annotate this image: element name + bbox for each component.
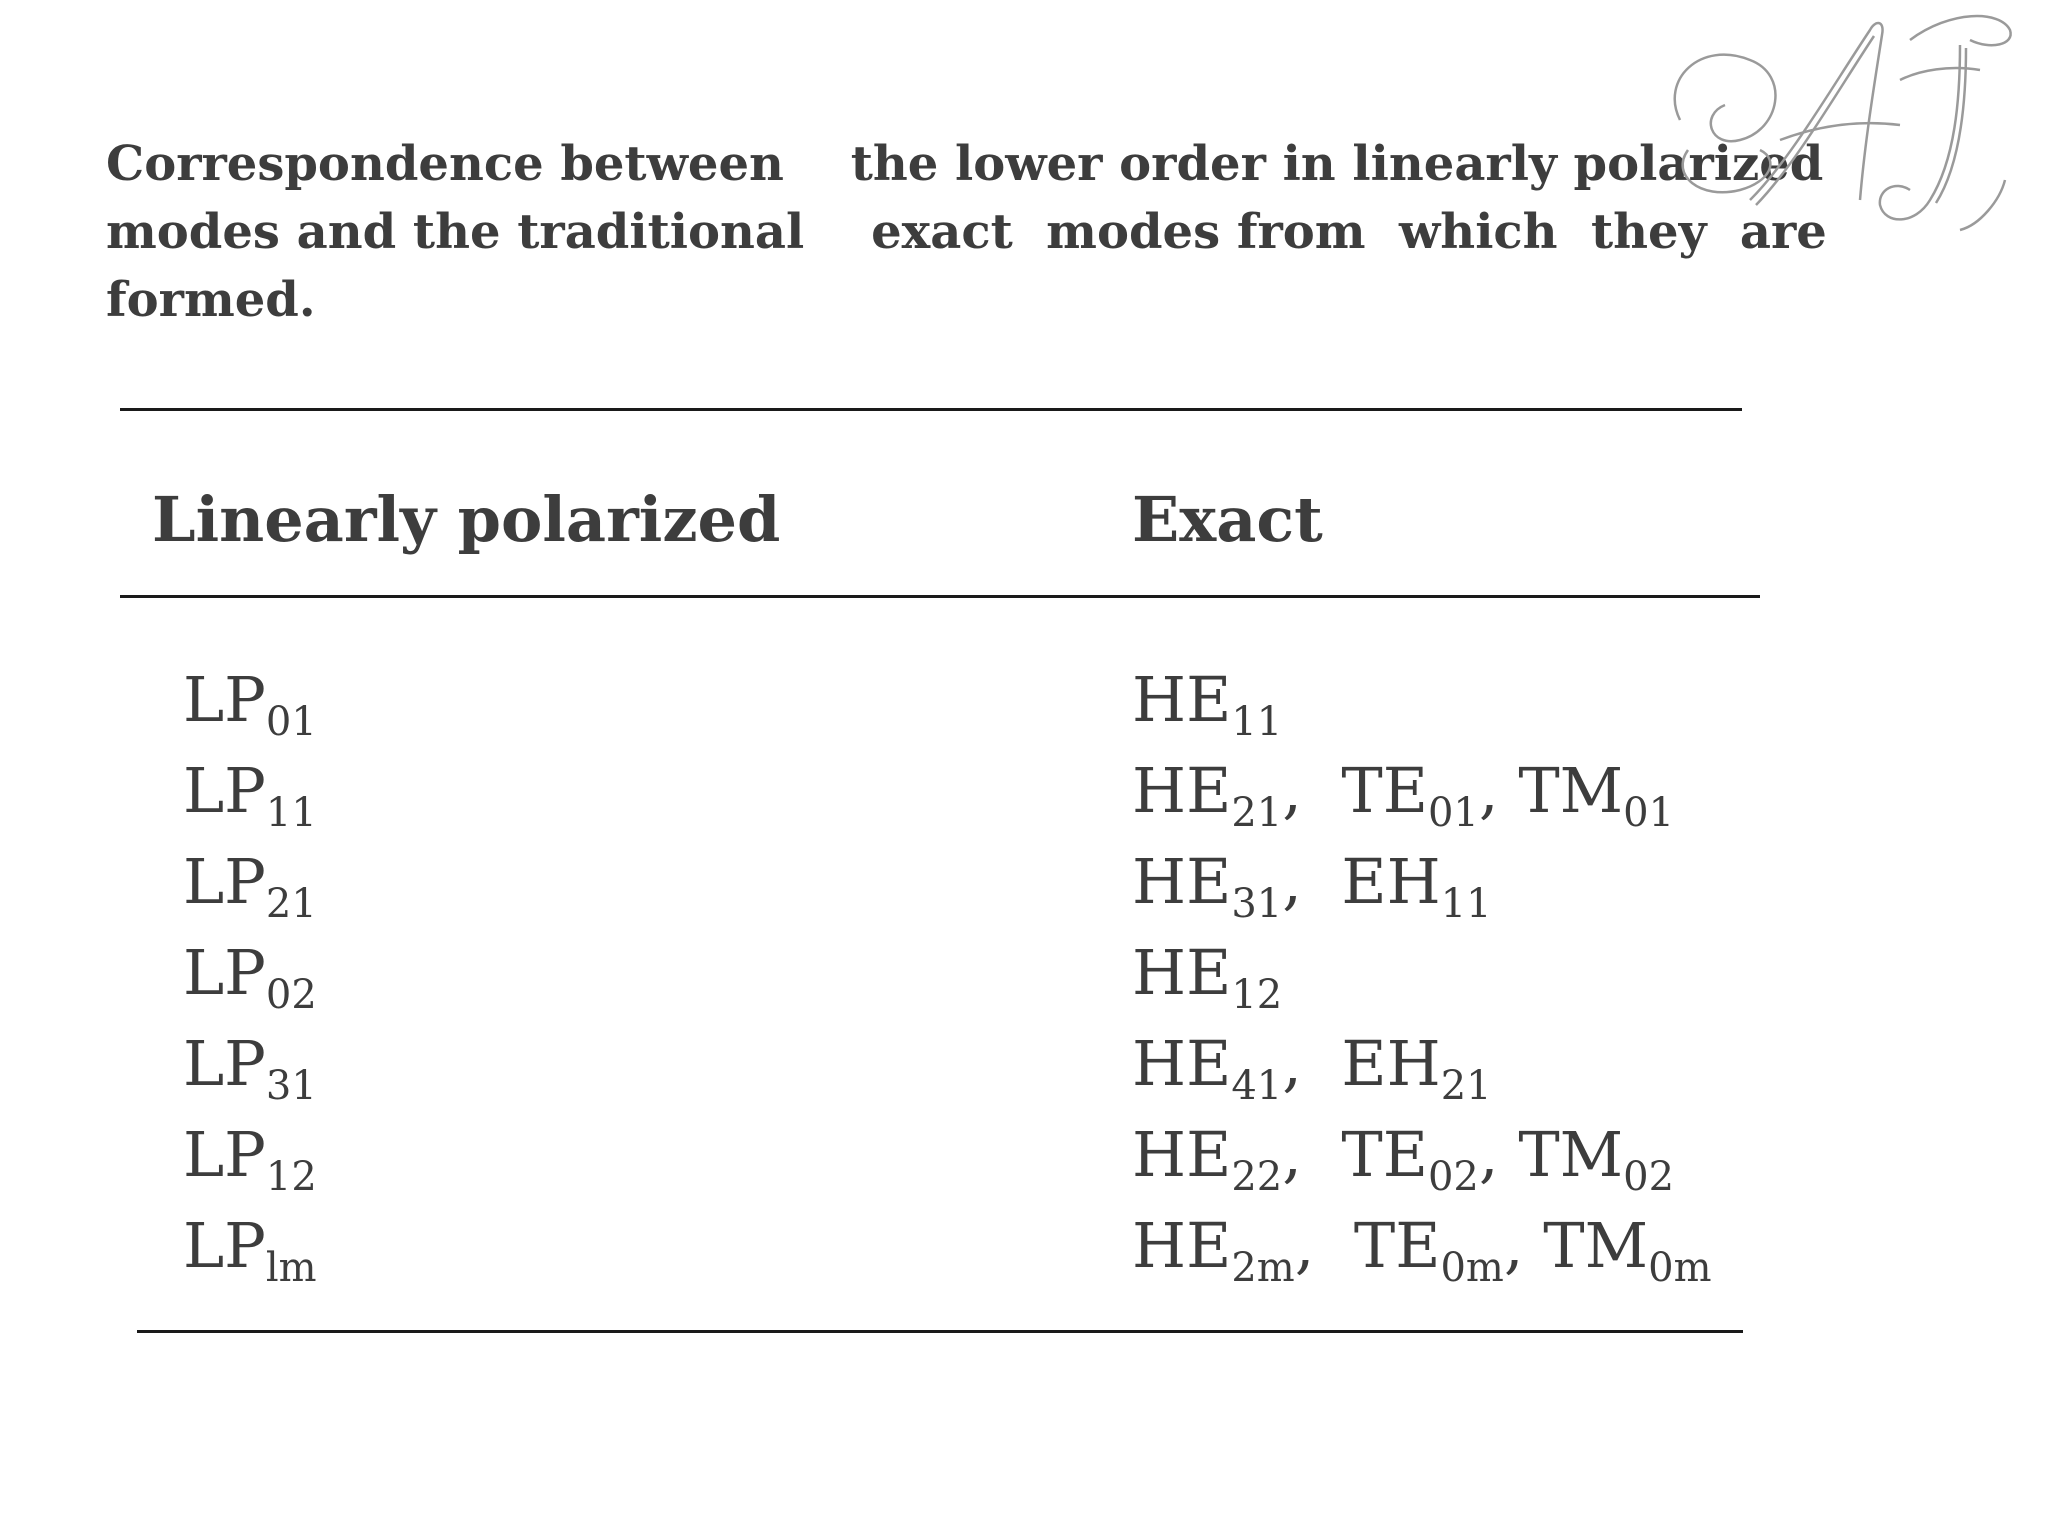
mode-base: HE [1132, 663, 1232, 736]
lp-mode [183, 845, 317, 927]
exact-modes-cell [1132, 660, 1283, 745]
mode-base: LP [183, 845, 266, 918]
table-row [0, 842, 2048, 933]
exact-modes-cell [1132, 1024, 1492, 1109]
mode-subscript: 12 [265, 1154, 317, 1200]
exact-mode [1132, 845, 1283, 927]
exact-mode [1543, 1209, 1712, 1291]
mode-separator: , [1294, 1209, 1354, 1282]
exact-mode [1132, 1027, 1283, 1109]
mode-subscript: lm [265, 1245, 317, 1291]
mode-subscript: 02 [1623, 1154, 1675, 1200]
mode-subscript: 01 [1427, 790, 1479, 836]
decorative-monogram-icon [1660, 0, 2020, 240]
caption-line: formed. [106, 272, 316, 328]
lp-mode [183, 663, 317, 745]
table-row [0, 1115, 2048, 1206]
mode-base: TM [1543, 1209, 1649, 1282]
mode-subscript: 12 [1231, 972, 1283, 1018]
mode-base: EH [1341, 845, 1441, 918]
exact-mode [1132, 936, 1283, 1018]
exact-modes-cell [1132, 842, 1492, 927]
lp-mode-cell [183, 751, 317, 836]
table-row [0, 1024, 2048, 1115]
mode-subscript: 21 [265, 881, 317, 927]
exact-mode [1518, 754, 1675, 836]
caption-line: modes and the traditional exact modes from which they are [106, 204, 1827, 260]
table-row [0, 751, 2048, 842]
exact-modes-cell [1132, 1115, 1675, 1200]
mode-base: HE [1132, 1209, 1232, 1282]
mode-base: TE [1341, 754, 1428, 827]
lp-mode-cell [183, 842, 317, 927]
table-body [0, 660, 2048, 1297]
mode-subscript: 01 [265, 699, 317, 745]
mode-base: TE [1341, 1118, 1428, 1191]
exact-mode [1341, 1027, 1492, 1109]
lp-mode-cell [183, 660, 317, 745]
mode-subscript: 0m [1440, 1245, 1504, 1291]
mode-base: LP [183, 754, 266, 827]
exact-modes-cell [1132, 1206, 1712, 1291]
caption-line: Correspondence between the lower order in linearly polarized [106, 136, 1824, 192]
table-header-rule [120, 595, 1760, 598]
exact-mode [1341, 845, 1492, 927]
exact-mode [1132, 754, 1283, 836]
column-header-linearly-polarized: Linearly polarized [152, 483, 781, 556]
mode-base: HE [1132, 936, 1232, 1009]
lp-mode [183, 1027, 317, 1109]
mode-base: LP [183, 936, 266, 1009]
exact-modes-cell [1132, 933, 1283, 1018]
mode-subscript: 0m [1648, 1245, 1712, 1291]
mode-subscript: 21 [1440, 1063, 1492, 1109]
exact-mode [1353, 1209, 1504, 1291]
mode-subscript: 02 [265, 972, 317, 1018]
mode-base: HE [1132, 1027, 1232, 1100]
lp-mode [183, 1209, 317, 1291]
mode-subscript: 02 [1427, 1154, 1479, 1200]
mode-base: TE [1353, 1209, 1441, 1282]
mode-base: LP [183, 1209, 266, 1282]
exact-mode [1341, 1118, 1479, 1200]
lp-mode-cell [183, 1024, 317, 1109]
column-header-exact: Exact [1132, 483, 1323, 556]
mode-subscript: 41 [1231, 1063, 1283, 1109]
exact-mode [1341, 754, 1479, 836]
exact-mode [1132, 1118, 1283, 1200]
mode-base: LP [183, 1027, 266, 1100]
mode-separator: , [1503, 1209, 1544, 1282]
table-row [0, 933, 2048, 1024]
mode-subscript: 11 [1440, 881, 1492, 927]
mode-subscript: 2m [1231, 1245, 1295, 1291]
mode-subscript: 22 [1231, 1154, 1283, 1200]
mode-subscript: 31 [1231, 881, 1283, 927]
mode-separator: , [1478, 754, 1519, 827]
mode-separator: , [1282, 1118, 1342, 1191]
mode-base: TM [1518, 1118, 1624, 1191]
mode-subscript: 01 [1623, 790, 1675, 836]
lp-mode [183, 1118, 317, 1200]
mode-base: HE [1132, 754, 1232, 827]
table-row [0, 1206, 2048, 1297]
mode-subscript: 21 [1231, 790, 1283, 836]
mode-subscript: 31 [265, 1063, 317, 1109]
mode-subscript: 11 [1231, 699, 1283, 745]
lp-mode [183, 936, 317, 1018]
mode-separator: , [1282, 1027, 1342, 1100]
mode-base: HE [1132, 845, 1232, 918]
table-top-rule [120, 408, 1742, 411]
lp-mode [183, 754, 317, 836]
lp-mode-cell [183, 1206, 317, 1291]
mode-subscript: 11 [265, 790, 317, 836]
mode-base: HE [1132, 1118, 1232, 1191]
exact-modes-cell [1132, 751, 1675, 836]
table-row [0, 660, 2048, 751]
mode-base: EH [1341, 1027, 1441, 1100]
mode-base: LP [183, 1118, 266, 1191]
table-bottom-rule [137, 1330, 1743, 1333]
exact-mode [1518, 1118, 1675, 1200]
exact-mode [1132, 1209, 1295, 1291]
mode-base: LP [183, 663, 266, 736]
table-caption [106, 130, 1827, 334]
lp-mode-cell [183, 933, 317, 1018]
lp-mode-cell [183, 1115, 317, 1200]
mode-separator: , [1282, 754, 1342, 827]
mode-separator: , [1478, 1118, 1519, 1191]
exact-mode [1132, 663, 1283, 745]
mode-base: TM [1518, 754, 1624, 827]
mode-separator: , [1282, 845, 1342, 918]
